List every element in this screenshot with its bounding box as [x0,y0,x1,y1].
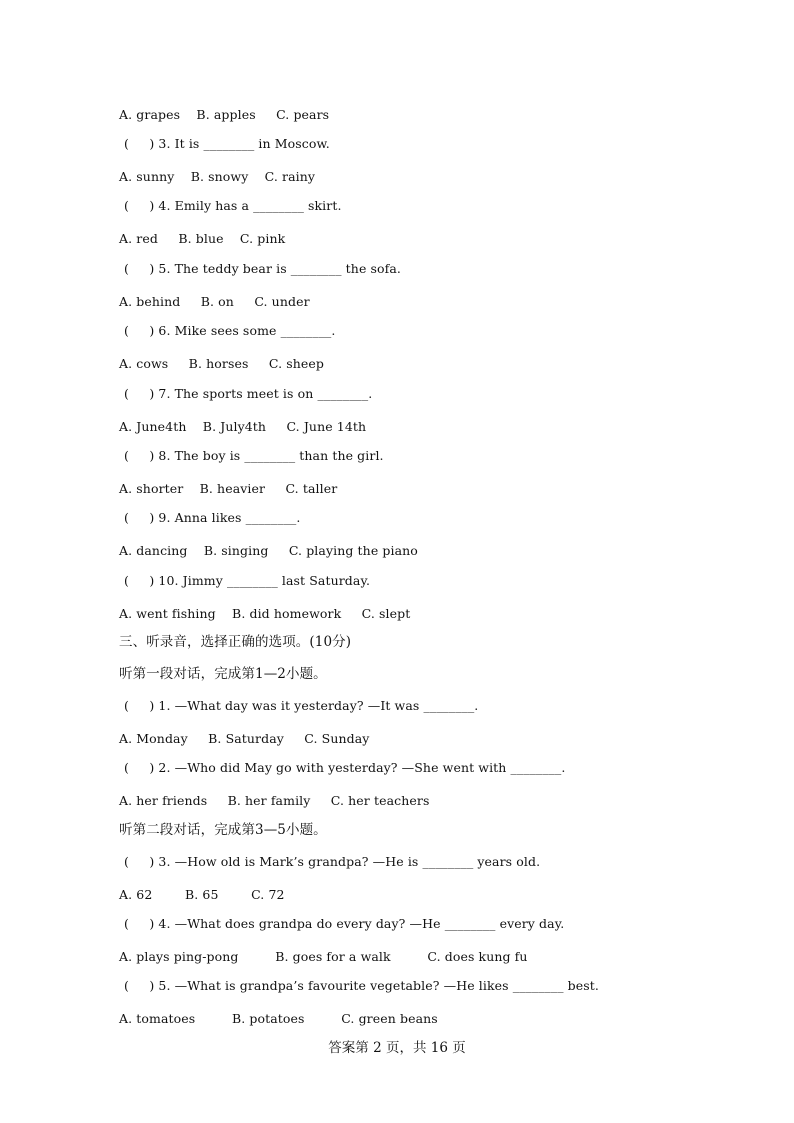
options-line: A. 62 B. 65 C. 72 [119,887,285,902]
options-line: A. cows B. horses C. sheep [119,356,324,371]
options-line: A. plays ping-pong B. goes for a walk C. does kung fu [119,949,528,964]
options-line: A. her friends B. her family C. her teachers [119,793,430,808]
question-5: ( ) 5. The teddy bear is ________ the sofa. [124,261,402,276]
section-heading: 三、听录音，选择正确的选项。(10分) [119,634,352,650]
question-7: ( ) 7. The sports meet is on ________. [124,386,373,401]
question-3: ( ) 3. It is ________ in Moscow. [124,136,330,151]
question-6: ( ) 6. Mike sees some ________. [124,323,336,338]
question-9: ( ) 9. Anna likes ________. [124,510,301,525]
question-3: ( ) 3. —How old is Mark’s grandpa? —He is ________ years old. [124,854,541,869]
options-line: A. red B. blue C. pink [119,231,286,246]
question-10: ( ) 10. Jimmy ________ last Saturday. [124,573,371,588]
options-line: A. tomatoes B. potatoes C. green beans [119,1011,438,1026]
options-line: A. sunny B. snowy C. rainy [119,169,316,184]
question-1: ( ) 1. —What day was it yesterday? —It was ________. [124,698,479,713]
options-line: A. June4th B. July4th C. June 14th [119,419,367,434]
dialogue-instruction: 听第一段对话，完成第1—2小题。 [119,666,327,682]
dialogue-instruction: 听第二段对话，完成第3—5小题。 [119,822,327,838]
options-line: A. grapes B. apples C. pears [119,107,330,122]
options-line: A. Monday B. Saturday C. Sunday [119,731,370,746]
options-line: A. shorter B. heavier C. taller [119,481,338,496]
question-8: ( ) 8. The boy is ________ than the girl. [124,448,384,463]
options-line: A. behind B. on C. under [119,294,310,309]
question-4: ( ) 4. Emily has a ________ skirt. [124,198,342,213]
page-footer: 答案第 2 页，共 16 页 [328,1040,466,1056]
options-line: A. went fishing B. did homework C. slept [119,606,411,621]
options-line: A. dancing B. singing C. playing the piano [119,543,418,558]
question-4: ( ) 4. —What does grandpa do every day? —He ________ every day. [124,916,565,931]
question-2: ( ) 2. —Who did May go with yesterday? —She went with ________. [124,760,566,775]
question-5: ( ) 5. —What is grandpa’s favourite vegetable? —He likes ________ best. [124,978,599,993]
